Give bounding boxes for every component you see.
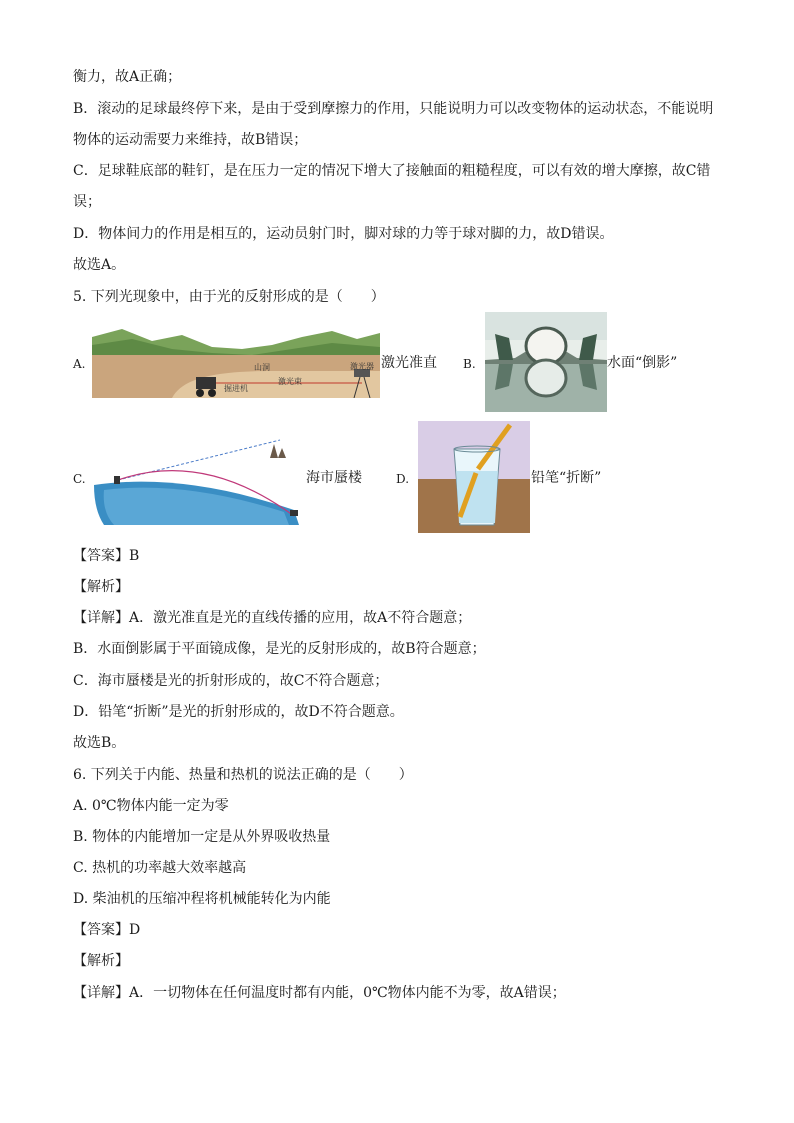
- text-line: B．滚动的足球最终停下来，是由于受到摩擦力的作用，只能说明力可以改变物体的运动状态，不能说明: [73, 101, 714, 117]
- fig-label-tunnel: 山洞: [254, 363, 270, 372]
- detail-line: [73, 609, 471, 627]
- answer-tag: 【答案】: [73, 548, 129, 564]
- text-line: 误；: [73, 194, 101, 210]
- fig-label-beam: 激光束: [278, 377, 302, 386]
- question-6-stem: 6. 下列关于内能、热量和热机的说法正确的是（ ）: [73, 767, 413, 783]
- analysis-tag: 【解析】: [73, 953, 129, 969]
- detail-line: B．水面倒影属于平面镜成像，是光的反射形成的，故B符合题意；: [73, 641, 486, 657]
- question-5-stem: 5. 下列光现象中，由于光的反射形成的是（ ）: [73, 289, 385, 305]
- detail-tag: 【详解】: [73, 610, 129, 626]
- detail-line: C．海市蜃楼是光的折射形成的，故C不符合题意；: [73, 673, 389, 689]
- text-line: 衡力，故A正确；: [73, 69, 182, 85]
- fig-label-machine: 掘进机: [224, 384, 248, 393]
- answer-value: B: [129, 548, 140, 564]
- option-b-label: B.: [463, 357, 476, 371]
- analysis-tag: 【解析】: [73, 579, 129, 595]
- option-a-caption: 激光准直: [381, 355, 437, 371]
- text-line: 故选A。: [73, 257, 126, 273]
- answer-tag: 【答案】: [73, 922, 129, 938]
- option-c-label: C.: [73, 472, 86, 486]
- answer-value: D: [129, 922, 141, 938]
- pencil-refraction-figure: [418, 421, 530, 533]
- detail-text: A．一切物体在任何温度时都有内能，0℃物体内能不为零，故A错误；: [129, 985, 566, 1001]
- text-line: D．物体间力的作用是相互的，运动员射门时，脚对球的力等于球对脚的力，故D错误。: [73, 226, 614, 242]
- option-c-caption: 海市蜃楼: [306, 470, 362, 486]
- water-reflection-figure: [485, 312, 607, 412]
- answer-line: [73, 921, 140, 939]
- answer-line: [73, 547, 139, 565]
- text-line: 物体的运动需要力来维持，故B错误；: [73, 132, 308, 148]
- laser-collimation-figure: [92, 327, 380, 398]
- option-d-caption: 铅笔“折断”: [531, 470, 602, 486]
- choice-line: 故选B。: [73, 735, 126, 751]
- fig-label-laser: 激光器: [350, 362, 374, 371]
- option-line: A. 0℃物体内能一定为零: [73, 798, 229, 814]
- option-b-caption: 水面“倒影”: [607, 355, 678, 371]
- mirage-figure: [94, 430, 304, 525]
- option-line: B. 物体的内能增加一定是从外界吸收热量: [73, 829, 331, 845]
- detail-line: D．铅笔“折断”是光的折射形成的，故D不符合题意。: [73, 704, 404, 720]
- option-line: C. 热机的功率越大效率越高: [73, 860, 247, 876]
- option-d-label: D.: [396, 472, 410, 486]
- detail-line: [73, 984, 566, 1002]
- option-a-label: A.: [73, 357, 86, 371]
- option-line: D. 柴油机的压缩冲程将机械能转化为内能: [73, 891, 331, 907]
- detail-tag: 【详解】: [73, 985, 129, 1001]
- text-line: C．足球鞋底部的鞋钉，是在压力一定的情况下增大了接触面的粗糙程度，可以有效的增大摩擦，故C错: [73, 163, 711, 179]
- detail-text: A．激光准直是光的直线传播的应用，故A不符合题意；: [129, 610, 472, 626]
